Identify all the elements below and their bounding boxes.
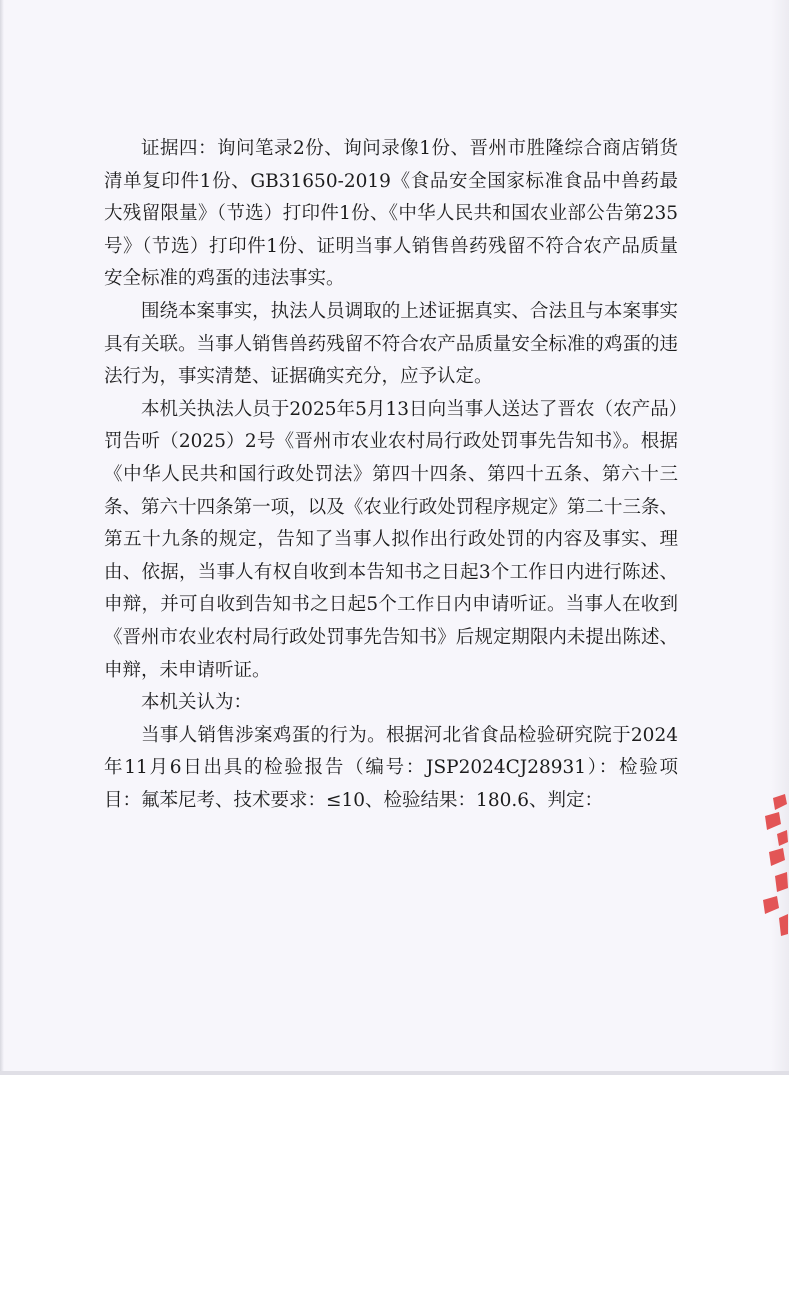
paragraph-evidence-four: 证据四：询问笔录2份、询问录像1份、晋州市胜隆综合商店销货清单复印件1份、GB31650-2019《食品安全国家标准食品中兽药最大残留限量》（节选）打印件1份、《中华人民共和国农业部公告第235号》（节选）打印件1份、证明当事人销售兽药残留不符合农产品质量安全标准的鸡蛋的违法事实。 (104, 138, 678, 290)
paragraph-authority-opinion-heading: 本机关认为： (141, 692, 253, 714)
paragraph-evidence-assessment: 围绕本案事实，执法人员调取的上述证据真实、合法且与本案事实具有关联。当事人销售兽药残留不符合农产品质量安全标准的鸡蛋的违法行为，事实清楚、证据确实充分，应予认定。 (104, 300, 678, 388)
paragraph-notice-served: 本机关执法人员于2025年5月13日向当事人送达了晋农（农产品）罚告听（2025）2号《晋州市农业农村局行政处罚事先告知书》。根据《中华人民共和国行政处罚法》第四十四条、第四十五条、第六十三条、第六十四条第一项，以及《农业行政处罚程序规定》第二十三条、第五十九条的规定，告知了当事人拟作出行政处罚的内容及事实、理由、依据，当事人有权自收到本告知书之日起3个工作日内进行陈述、申辩，并可自收到告知书之日起5个工作日内申请听证。当事人在收到《晋州市农业农村局行政处罚事先告知书》后规定期限内未提出陈述、申辩，未申请听证。 (104, 398, 678, 681)
red-seal-fragment (755, 790, 789, 940)
document-body (104, 133, 678, 817)
page-bottom-edge (0, 1071, 789, 1075)
page-left-edge (0, 0, 4, 1075)
paragraph-inspection-findings: 当事人销售涉案鸡蛋的行为。根据河北省食品检验研究院于2024年11月6日出具的检验报告（编号：JSP2024CJ28931）：检验项目：氟苯尼考、技术要求：≤10、检验结果：180.6、判定： (104, 724, 678, 811)
